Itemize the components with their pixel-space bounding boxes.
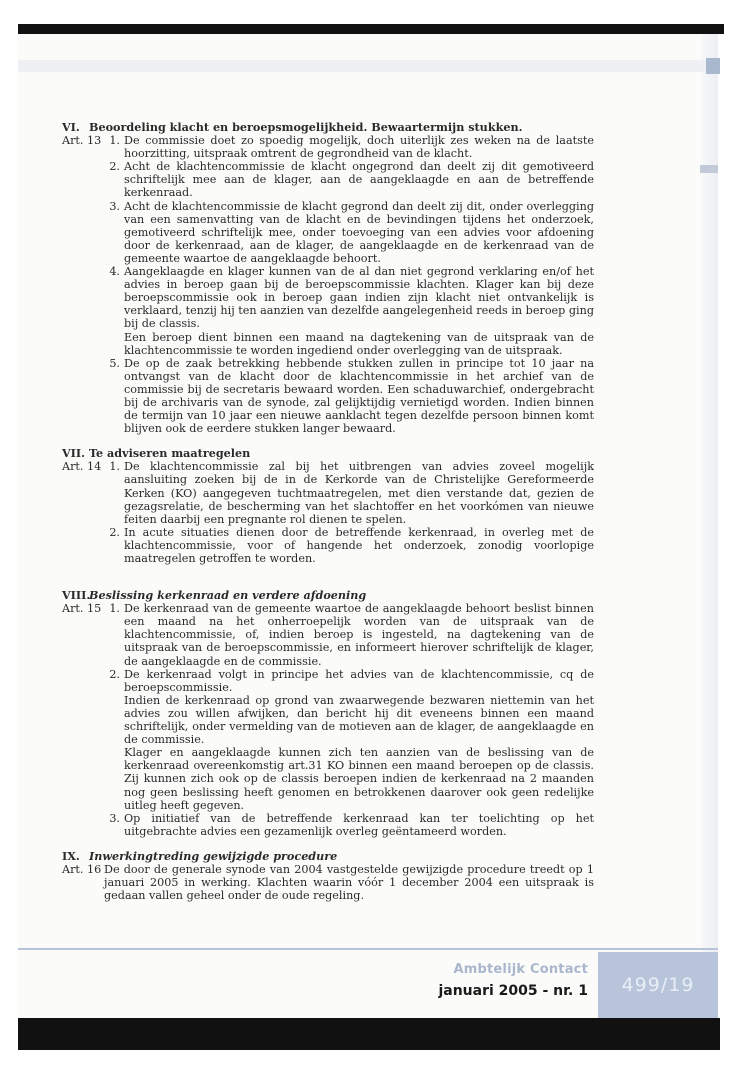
article-13 — [62, 134, 594, 435]
list-item: 1. De commissie doet zo spoedig mogelijk, doch uiterlijk zes weken na de laatste hoorzitting, uitspraak omtrent de gegrondheid van de klacht. — [109, 134, 594, 161]
list-item: 2. In acute situaties dienen door de betreffende kerkenraad, in overleg met de klachtencommissie, voor of hangende het onderzoek, zonodig voorlopige maatregelen getroffen te worden. — [109, 525, 594, 565]
list-item: 3. Acht de klachtencommissie de klacht gegrond dan deelt zij dit, onder overlegging van een samenvatting van de klacht en de bevindingen tijdens het onderzoek, gemotiveerd schriftelijk mee, onder toevoeging van een advies voor afdoening door de kerkenraad, aan de klager, de aangeklaagde en de kerkenraad van de gemeente waartoe de aangeklaagde behoort. — [109, 199, 594, 265]
list-item: 1. De klachtencommissie zal bij het uitbrengen van advies zoveel mogelijk aansluiting zoeken bij de in de Kerkorde van de Christelijke Gereformeerde Kerken (KO) aangegeven tuchtmaatregelen, met dien verstande dat, gezien de gezagsrelatie, de bescherming van het slachtoffer en het voorkómen van nieuwe feiten daarbij een pregnante rol dienen te spelen. — [109, 460, 594, 526]
footer-rule — [18, 948, 718, 950]
journal-title: Ambtelijk Contact — [453, 962, 588, 977]
header-band-tab — [706, 58, 720, 74]
list-item: 2. Acht de klachtencommissie de klacht ongegrond dan deelt zij dit gemotiveerd schriftelijk mee aan de klager, aan de aangeklaagde en aan de betreffende kerkenraad. — [109, 160, 594, 200]
section-vii — [62, 447, 594, 565]
footer — [400, 962, 588, 999]
list-item: 1. De kerkenraad van de gemeente waartoe de aangeklaagde behoort beslist binnen een maand na het onherroepelijk worden van de uitspraak van de klachtencommissie, of, indien beroep is ingesteld, na dagtekening van de uitspraak van de beroepscommissie, en informeert hierover schriftelijk de klager, de aangeklaagde en de commissie. — [109, 602, 594, 668]
section-heading: VII. Te adviseren maatregelen — [62, 446, 251, 461]
article-14 — [62, 460, 594, 565]
section-viii — [62, 589, 594, 838]
article-label: Art. 16 — [62, 862, 102, 876]
article-text: De door de generale synode van 2004 vastgestelde gewijzigde procedure treedt op 1 januari 2005 in werking. Klachten waarin vóór 1 december 2004 een uitspraak is gedaan vallen geheel onder de oude regeling. — [104, 862, 594, 903]
document-body — [62, 121, 594, 902]
list-item: 2. De kerkenraad volgt in principe het advies van de klachtencommissie, cq de beroepscommissie. Indien de kerkenraad op grond van zwaarwegende bezwaren niettemin van het advies zou willen afwijken, dan bericht hij dit eveneens binnen een maand schriftelijk, onder vermelding van de motieven aan de klager, de aangeklaagde en de commissie. Klager en aangeklaagde kunnen zich ten aanzien van de beslissing van de kerkenraad overeenkomstig art.31 KO binnen een maand beroepen op de classis. Zij kunnen zich ook op de classis beroepen indien de kerkenraad na 2 maanden nog geen beslissing heeft genomen en betrokkenen daarover ook geen redelijke uitleg heeft gegeven. — [109, 667, 594, 812]
page-number: 499/19 — [621, 974, 695, 996]
section-heading: VI. Beoordeling klacht en beroepsmogelijkheid. Bewaartermijn stukken. — [62, 120, 523, 134]
article-label: Art. 14 — [62, 460, 102, 474]
article-16 — [62, 863, 594, 902]
article-15 — [62, 602, 594, 838]
page-number-box — [598, 952, 718, 1018]
article-label: Art. 15 — [62, 602, 102, 616]
section-heading: VIII.Beslissing kerkenraad en verdere afdoening — [62, 588, 367, 603]
section-ix — [62, 850, 594, 902]
list-item: 4. Aangeklaagde en klager kunnen van de al dan niet gegrond verklaring en/of het advies in beroep gaan bij de beroepscommissie klachten. Klager kan bij deze beroepscommissie ook in beroep gaan indien zijn klacht niet ontvankelijk is verklaard, tenzij hij ten aanzien van dezelfde aangelegenheid reeds in beroep ging bij de classis. Een beroep dient binnen een maand na dagtekening van de uitspraak van de klachtencommissie te worden ingediend onder overlegging van de uitspraak. — [109, 265, 594, 357]
article-label: Art. 13 — [62, 134, 102, 148]
scan-border-bottom — [18, 1018, 720, 1050]
scan-border-top — [18, 24, 724, 34]
section-vi — [62, 121, 594, 435]
issue-label: januari 2005 - nr. 1 — [438, 983, 588, 999]
list-item: 5. De op de zaak betrekking hebbende stukken zullen in principe tot 10 jaar na ontvangst van de klacht door de klachtencommissie in het archief van de commissie bij de secretaris bewaard worden. Een schaduwarchief, ondergebracht bij de archivaris van de synode, zal gelijktijdig vernietigd worden. Indien binnen de termijn van 10 jaar een nieuwe aanklacht tegen dezelfde persoon binnen komt blijven ook de eerdere stukken langer bewaard. — [109, 356, 594, 436]
page-edge-shade — [702, 34, 718, 1018]
header-band — [18, 60, 718, 72]
side-marker — [700, 165, 718, 173]
list-item: 3. Op initiatief van de betreffende kerkenraad kan ter toelichting op het uitgebrachte advies een gezamenlijk overleg geëntameerd worden. — [109, 811, 594, 838]
section-heading: IX. Inwerkingtreding gewijzigde procedure — [62, 848, 338, 863]
